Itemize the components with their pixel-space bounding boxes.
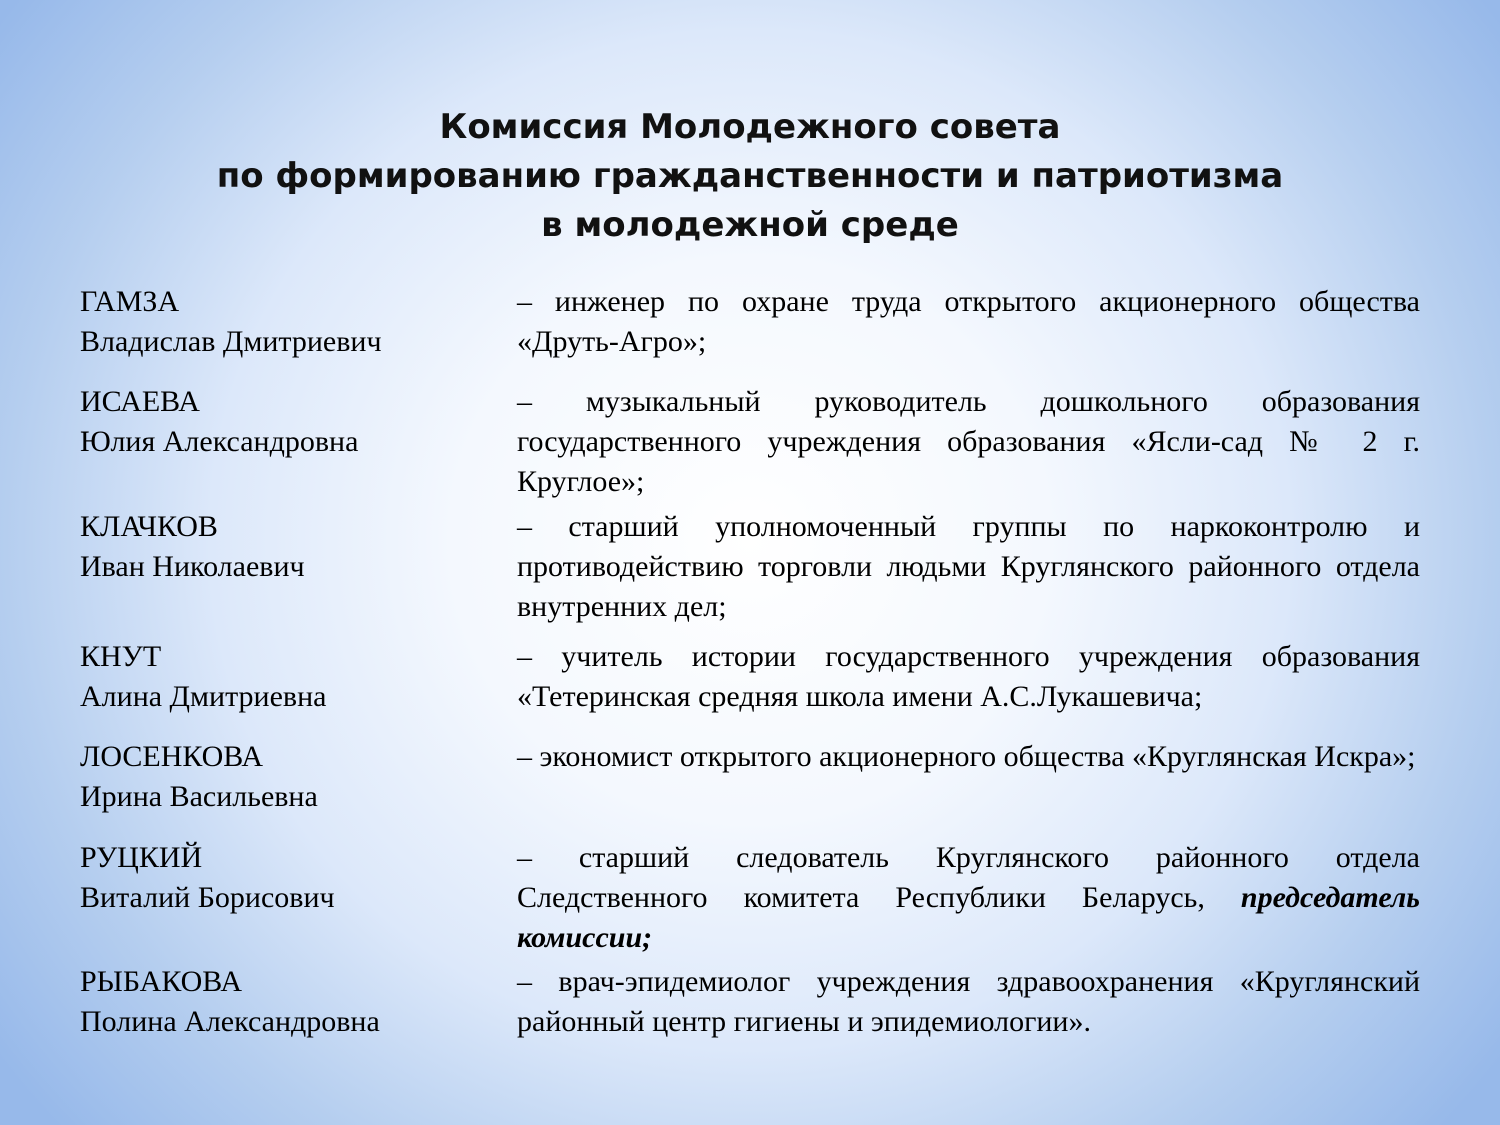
member-description: – инженер по охране труда открытого акционерного общества «Друть-Агро»; [517,285,1420,358]
title-line-1: Комиссия Молодежного совета [439,107,1061,147]
member-given-names: Алина Дмитриевна [80,680,327,713]
member-surname: РУЦКИЙ [80,841,203,874]
member-given-names: Полина Александровна [80,1005,380,1038]
chairman-role: председатель комиссии; [517,881,1421,954]
member-description: – врач-эпидемиолог учреждения здравоохранения «Круглянский районный центр гигиены и эпидемиологии». [517,965,1420,1038]
member-description: – экономист открытого акционерного общества «Круглянская Искра»; [517,740,1416,773]
member-name [80,637,500,717]
member-surname: КНУТ [80,640,162,673]
member-name [80,282,500,362]
member-given-names: Виталий Борисович [80,881,335,914]
member-surname: КЛАЧКОВ [80,510,218,543]
title-line-2: по формированию гражданственности и патриотизма [216,156,1284,196]
member-given-names: Ирина Васильевна [80,780,318,813]
member-given-names: Юлия Александровна [80,425,359,458]
member-name [80,838,500,918]
member-surname: ЛОСЕНКОВА [80,740,264,773]
member-name [80,382,500,462]
member-name [80,962,500,1042]
member-surname: РЫБАКОВА [80,965,243,998]
member-name [80,737,500,817]
member-surname: ГАМЗА [80,285,180,318]
member-given-names: Владислав Дмитриевич [80,325,382,358]
member-description: – старший уполномоченный группы по наркоконтролю и противодействию торговли людьми Круглянского районного отдела внутренних дел; [517,510,1420,623]
member-given-names: Иван Николаевич [80,550,305,583]
page-title [150,103,1350,250]
member-name [80,507,500,587]
member-surname: ИСАЕВА [80,385,200,418]
member-description [517,838,1420,958]
member-description: – музыкальный руководитель дошкольного образования государственного учреждения образования «Ясли-сад № 2 г. Круглое»; [517,385,1420,498]
title-line-3: в молодежной среде [541,205,959,245]
member-description-text: – старший следователь Круглянского районного отдела Следственного комитета Республики Беларусь, [517,841,1420,914]
member-description: – учитель истории государственного учреждения образования «Тетеринская средняя школа имени А.С.Лукашевича; [517,640,1420,713]
